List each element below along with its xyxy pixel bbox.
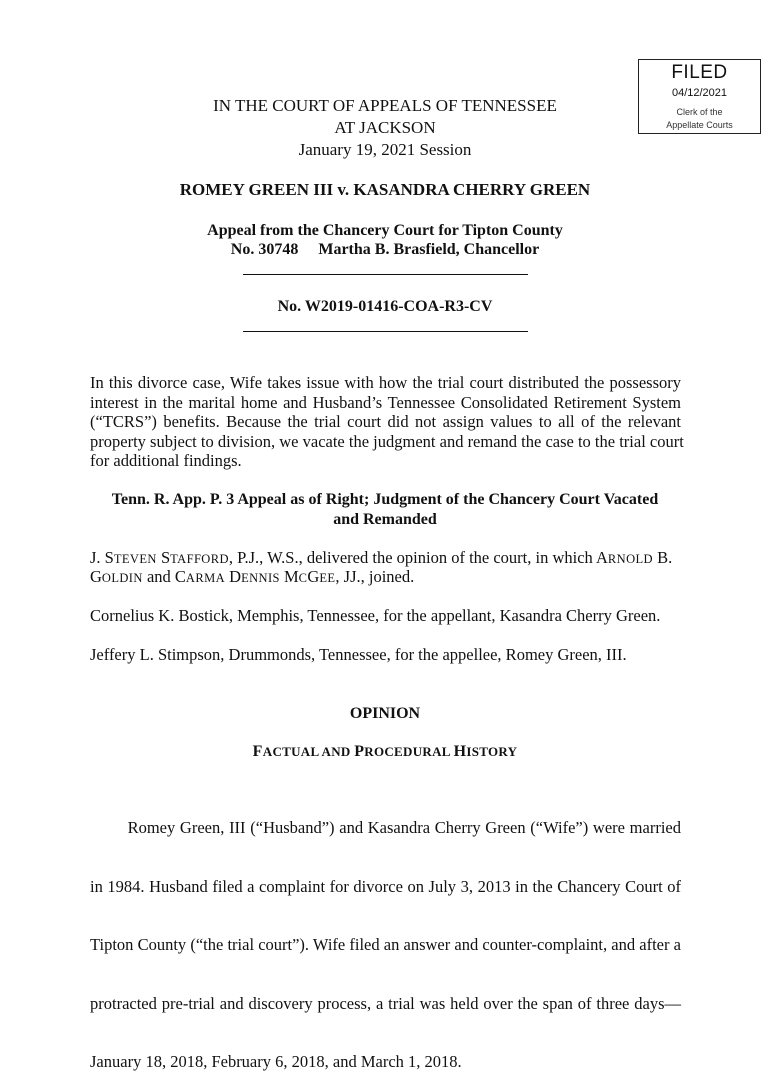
divider-line xyxy=(243,331,528,332)
body-line: protracted pre-trial and discovery process, a trial was held over the span of three days— xyxy=(90,993,681,1013)
appellee-counsel: Jeffery L. Stimpson, Drummonds, Tennessee, for the appellee, Romey Green, III. xyxy=(90,645,627,664)
summary-line: In this divorce case, Wife takes issue with how the trial court distributed the possessory xyxy=(90,373,681,392)
appeal-from: Appeal from the Chancery Court for Tipton County xyxy=(207,222,563,239)
holding-line: Tenn. R. App. P. 3 Appeal as of Right; Judgment of the Chancery Court Vacated xyxy=(111,491,659,508)
body-line: Tipton County (“the trial court”). Wife filed an answer and counter-complaint, and after a xyxy=(90,935,681,954)
stamp-clerk-line: Clerk of the xyxy=(676,107,723,117)
authorship-line: GOLDIN and CARMA DENNIS MCGEE, JJ., joined. xyxy=(90,567,415,586)
trial-court-info: No. 30748 Martha B. Brasfield, Chancellor xyxy=(230,241,540,258)
docket-number: No. W2019-01416-COA-R3-CV xyxy=(277,298,493,315)
holding-line: and Remanded xyxy=(333,511,437,528)
opinion-heading: OPINION xyxy=(349,705,421,722)
session-date: January 19, 2021 Session xyxy=(298,140,472,159)
summary-line: interest in the marital home and Husband’s Tennessee Consolidated Retirement System xyxy=(90,392,681,412)
court-name: IN THE COURT OF APPEALS OF TENNESSEE xyxy=(213,96,557,115)
stamp-title: FILED xyxy=(671,62,728,83)
summary-line: property subject to division, we vacate the judgment and remand the case to the trial court xyxy=(90,431,684,451)
case-caption: ROMEY GREEN III v. KASANDRA CHERRY GREEN xyxy=(179,180,591,199)
case-summary xyxy=(90,373,684,471)
appellant-counsel: Cornelius K. Bostick, Memphis, Tennessee, for the appellant, Kasandra Cherry Green. xyxy=(90,606,661,625)
authorship-line: J. STEVEN STAFFORD, P.J., W.S., delivered the opinion of the court, in which ARNOLD B. xyxy=(90,548,673,567)
body-line: in 1984. Husband filed a complaint for divorce on July 3, 2013 in the Chancery Court of xyxy=(90,876,681,896)
stamp-court-line: Appellate Courts xyxy=(666,120,733,130)
stamp-date: 04/12/2021 xyxy=(671,87,728,99)
body-line: Romey Green, III (“Husband”) and Kasandra Cherry Green (“Wife”) were married xyxy=(90,818,681,837)
body-line: January 18, 2018, February 6, 2018, and March 1, 2018. xyxy=(90,1052,462,1071)
summary-line: for additional findings. xyxy=(90,451,242,470)
body-paragraph xyxy=(90,779,681,1091)
court-location: AT JACKSON xyxy=(334,118,436,137)
divider-line xyxy=(243,274,528,275)
summary-line: (“TCRS”) benefits. Because the trial court did not assign values to all of the relevant xyxy=(90,412,681,431)
section-heading: FACTUAL AND PROCEDURAL HISTORY xyxy=(252,743,518,760)
